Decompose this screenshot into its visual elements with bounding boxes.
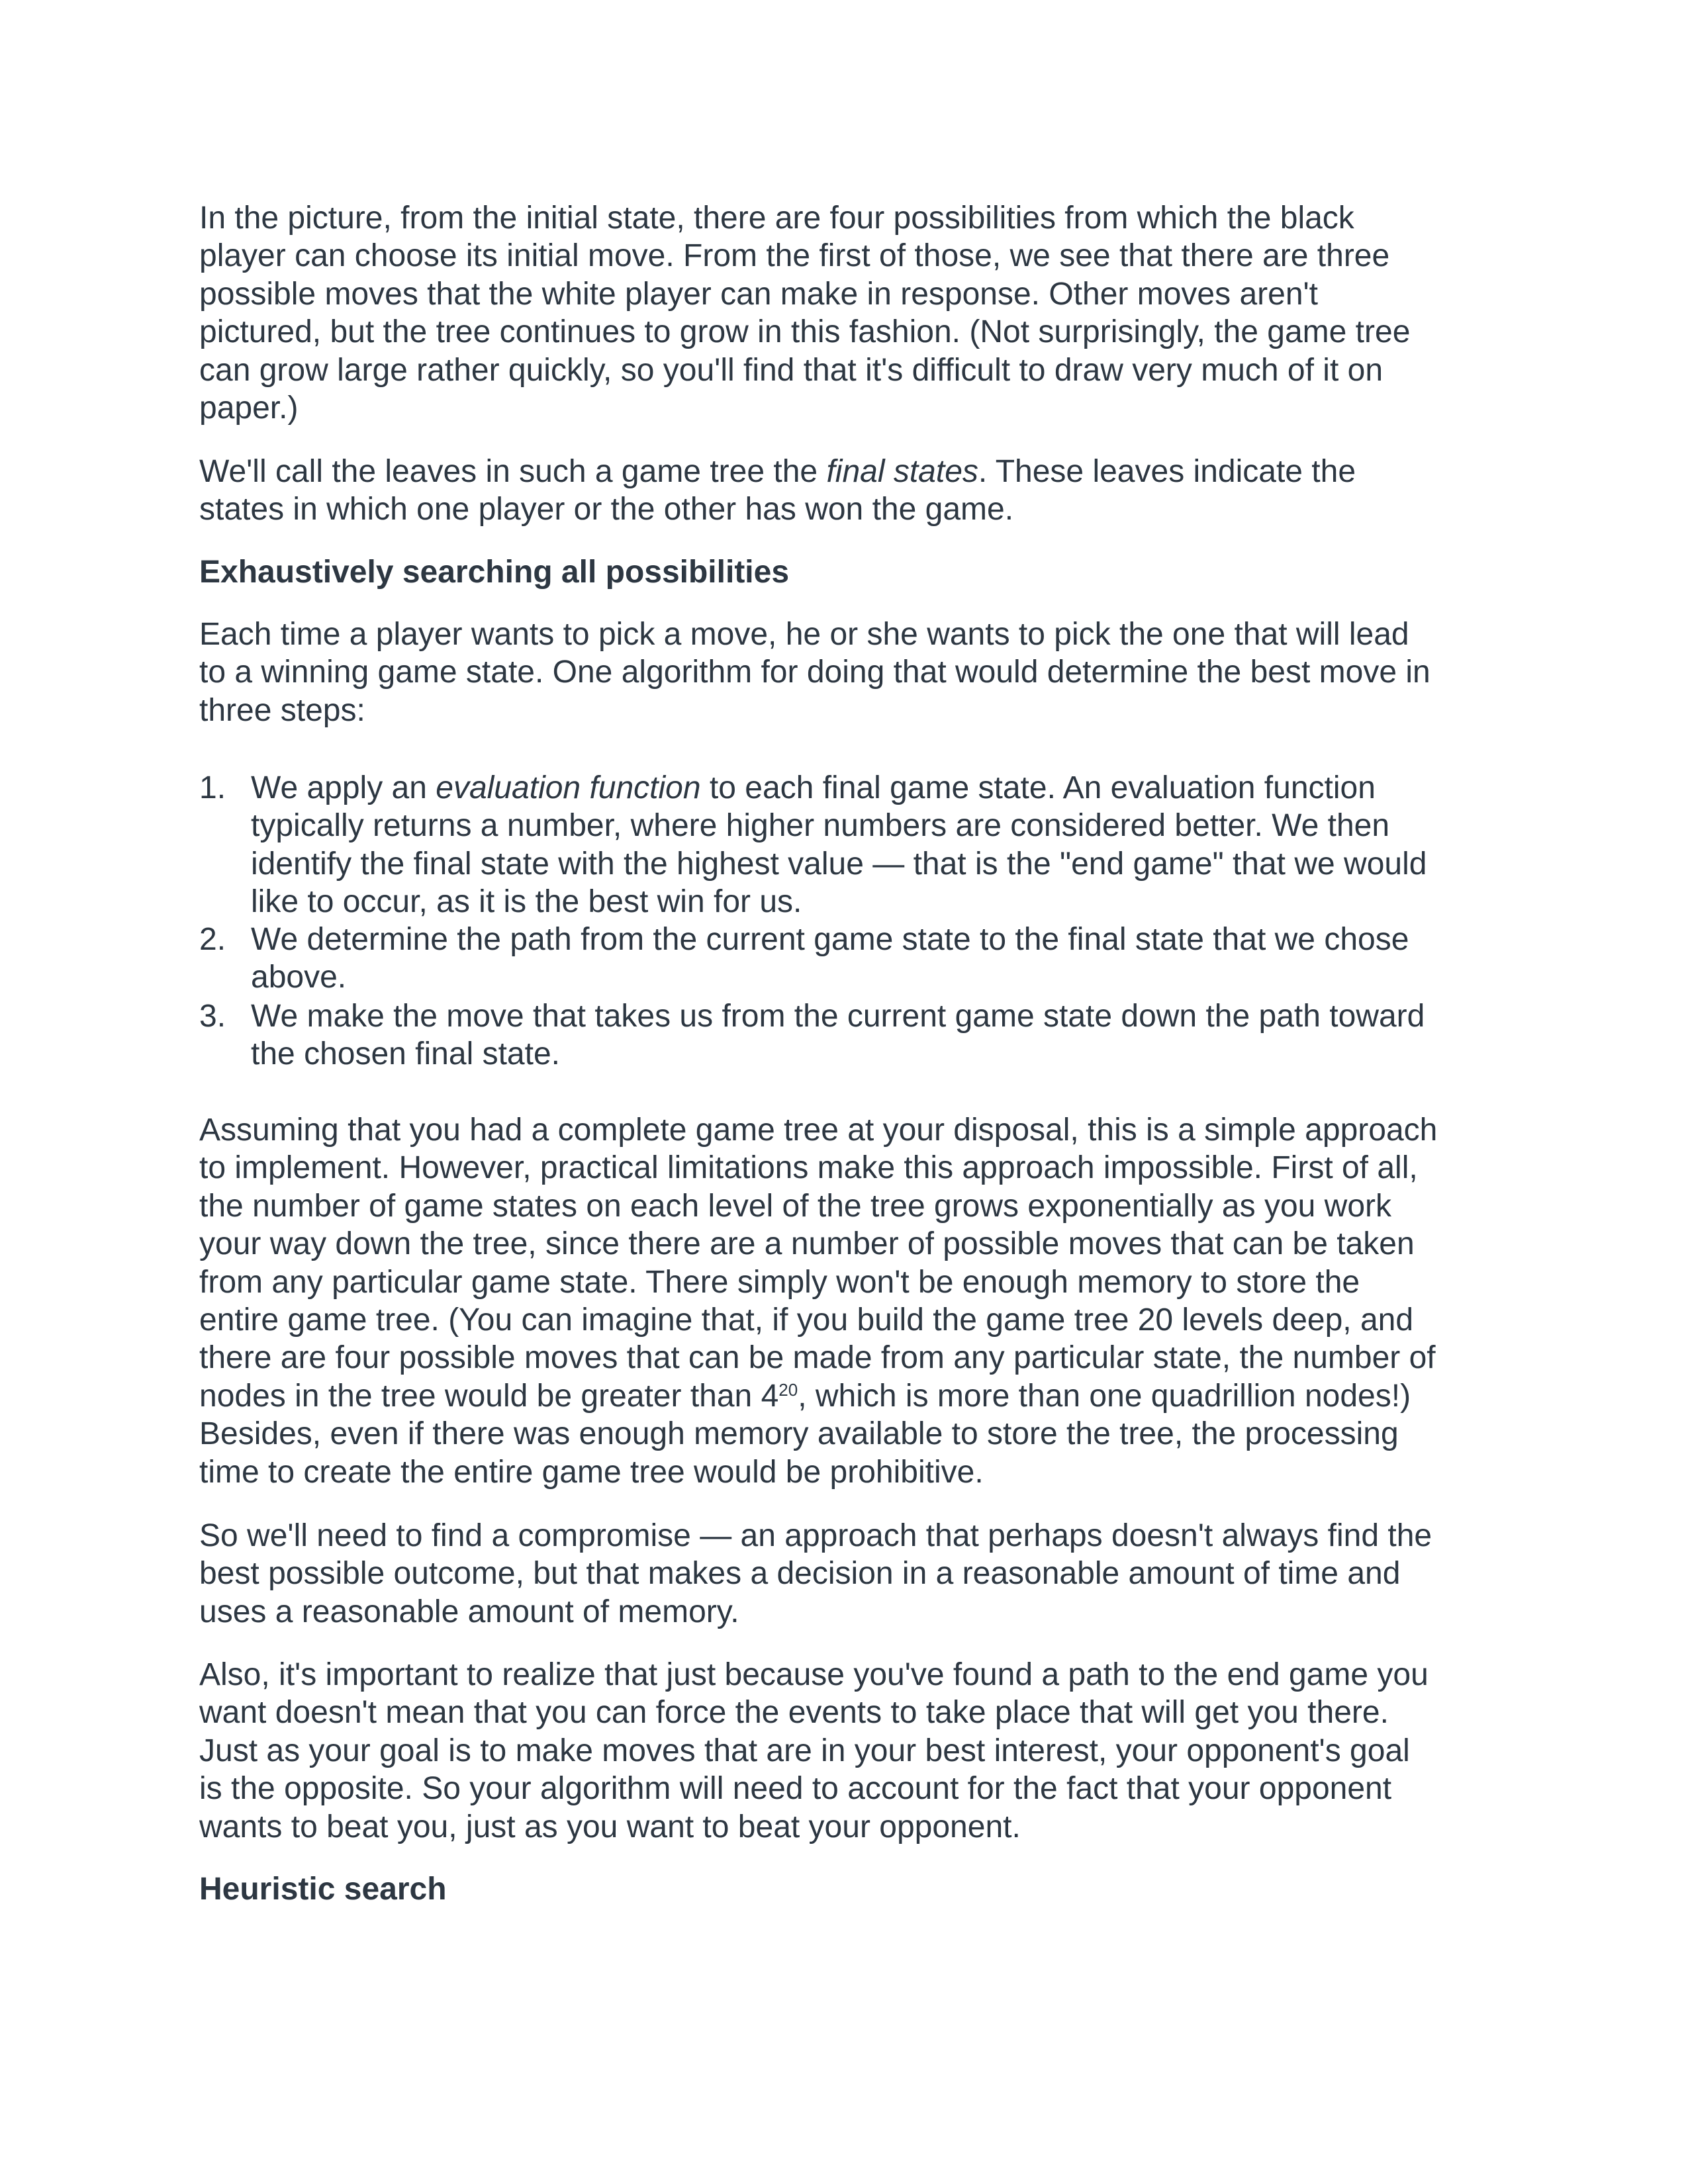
text-segment: Also, it's important to realize that just because you've found a path to the end game you: [199, 1657, 1429, 1692]
text-line: [251, 997, 1425, 1035]
text-line: [199, 1453, 1523, 1491]
text-line: [199, 615, 1523, 653]
text-line: [199, 1517, 1523, 1555]
text-segment: best possible outcome, but that makes a decision in a reasonable amount of time and: [199, 1556, 1401, 1592]
text-line: [251, 807, 1427, 844]
text-line: [199, 237, 1523, 275]
text-segment: In the picture, from the initial state, there are four possibilities from which the black: [199, 201, 1354, 236]
paragraph-game-tree-intro: [199, 199, 1523, 427]
text-segment: uses a reasonable amount of memory.: [199, 1594, 739, 1629]
text-line: [199, 453, 1523, 490]
text-segment: Just as your goal is to make moves that are in your best interest, your opponent's goal: [199, 1733, 1410, 1768]
section-heading-heuristic-search: Heuristic search: [199, 1872, 447, 1907]
text-segment: Each time a player wants to pick a move, he or she wants to pick the one that will lead: [199, 617, 1409, 652]
text-line: [199, 1593, 1523, 1631]
text-line: [199, 1732, 1523, 1770]
text-line: [199, 1656, 1523, 1694]
text-segment: to implement. However, practical limitations make this approach impossible. First of all,: [199, 1150, 1418, 1186]
text-line: [199, 653, 1523, 691]
text-line: [251, 958, 1409, 996]
text-segment: can grow large rather quickly, so you'll find that it's difficult to draw very much of it on: [199, 352, 1383, 388]
text-segment: the chosen final state.: [251, 1036, 560, 1072]
text-segment: time to create the entire game tree would be prohibitive.: [199, 1454, 984, 1490]
text-segment: identify the final state with the highest value — that is the "end game" that we would: [251, 846, 1427, 882]
text-segment: to a winning game state. One algorithm for doing that would determine the best move in: [199, 655, 1430, 690]
text-line: [199, 1149, 1523, 1187]
italic-term: final states: [826, 454, 978, 489]
text-line: [199, 1339, 1523, 1377]
paragraph-opponent: [199, 1656, 1523, 1846]
text-line: [199, 1555, 1523, 1592]
paragraph-practical-limitations: [199, 1111, 1523, 1491]
text-line: [199, 351, 1523, 389]
section-heading-exhaustive-search: Exhaustively searching all possibilities: [199, 555, 790, 590]
italic-term: evaluation function: [436, 770, 701, 805]
text-segment: player can choose its initial move. From the first of those, we see that there are three: [199, 238, 1390, 274]
text-segment: states in which one player or the other has won the game.: [199, 492, 1014, 527]
text-segment: to each final game state. An evaluation function: [700, 770, 1376, 805]
list-item-text: [251, 921, 1409, 997]
text-line: [199, 313, 1523, 351]
text-segment: We'll call the leaves in such a game tree the: [199, 454, 827, 489]
text-line: [199, 1415, 1523, 1453]
text-segment: typically returns a number, where higher numbers are considered better. We then: [251, 808, 1390, 844]
paragraph-final-states: [199, 453, 1523, 529]
paragraph-compromise: [199, 1517, 1523, 1631]
text-line: [199, 1111, 1523, 1149]
text-segment: pictured, but the tree continues to grow in this fashion. (Not surprisingly, the game tree: [199, 314, 1411, 350]
text-line: [199, 490, 1523, 528]
text-segment: We make the move that takes us from the current game state down the path toward: [251, 999, 1425, 1034]
list-number: 1.: [199, 770, 226, 805]
paragraph-three-steps: [199, 615, 1523, 729]
text-segment: want doesn't mean that you can force the events to take place that will get you there.: [199, 1695, 1389, 1731]
text-line: [199, 1770, 1523, 1807]
text-segment: wants to beat you, just as you want to beat your opponent.: [199, 1809, 1021, 1844]
list-item-text: [251, 769, 1427, 921]
text-segment: three steps:: [199, 692, 365, 728]
text-line: [199, 692, 1523, 729]
text-segment: from any particular game state. There simply won't be enough memory to store the: [199, 1264, 1360, 1300]
text-line: [199, 1301, 1523, 1339]
text-line: [251, 769, 1427, 807]
text-segment: So we'll need to find a compromise — an approach that perhaps doesn't always find the: [199, 1518, 1432, 1553]
text-line: [199, 1225, 1523, 1263]
superscript-exponent: 20: [778, 1379, 798, 1400]
text-line: [251, 883, 1427, 921]
list-number: 3.: [199, 999, 226, 1034]
text-line: [199, 1263, 1523, 1301]
text-segment: there are four possible moves that can be made from any particular state, the number of: [199, 1340, 1436, 1376]
text-segment: entire game tree. (You can imagine that, if you build the game tree 20 levels deep, and: [199, 1302, 1414, 1338]
text-line: [199, 1694, 1523, 1731]
text-segment: Assuming that you had a complete game tree at your disposal, this is a simple approach: [199, 1113, 1438, 1148]
text-line: [251, 845, 1427, 883]
text-segment: We apply an: [251, 770, 436, 805]
text-segment: possible moves that the white player can make in response. Other moves aren't: [199, 276, 1319, 312]
text-segment: your way down the tree, since there are a number of possible moves that can be taken: [199, 1226, 1415, 1262]
text-segment: like to occur, as it is the best win for us.: [251, 884, 802, 920]
text-segment: We determine the path from the current game state to the final state that we chose: [251, 922, 1409, 957]
text-line: [251, 1035, 1425, 1073]
text-line: [199, 1187, 1523, 1225]
text-line: [199, 389, 1523, 427]
text-segment: is the opposite. So your algorithm will need to account for the fact that your opponent: [199, 1771, 1392, 1807]
text-segment: the number of game states on each level of the tree grows exponentially as you work: [199, 1188, 1392, 1224]
text-line: [199, 1808, 1523, 1846]
text-line: [199, 1377, 1523, 1415]
text-segment: nodes in the tree would be greater than 4: [199, 1378, 779, 1414]
text-segment: paper.): [199, 390, 299, 426]
text-segment: Besides, even if there was enough memory available to store the tree, the processing: [199, 1416, 1399, 1452]
text-line: [251, 921, 1409, 958]
list-number: 2.: [199, 922, 226, 957]
text-segment: . These leaves indicate the: [978, 454, 1356, 489]
text-segment: above.: [251, 960, 347, 995]
text-line: [199, 275, 1523, 313]
list-item-text: [251, 997, 1425, 1073]
text-segment: , which is more than one quadrillion nodes!): [798, 1378, 1411, 1414]
text-line: [199, 199, 1523, 237]
